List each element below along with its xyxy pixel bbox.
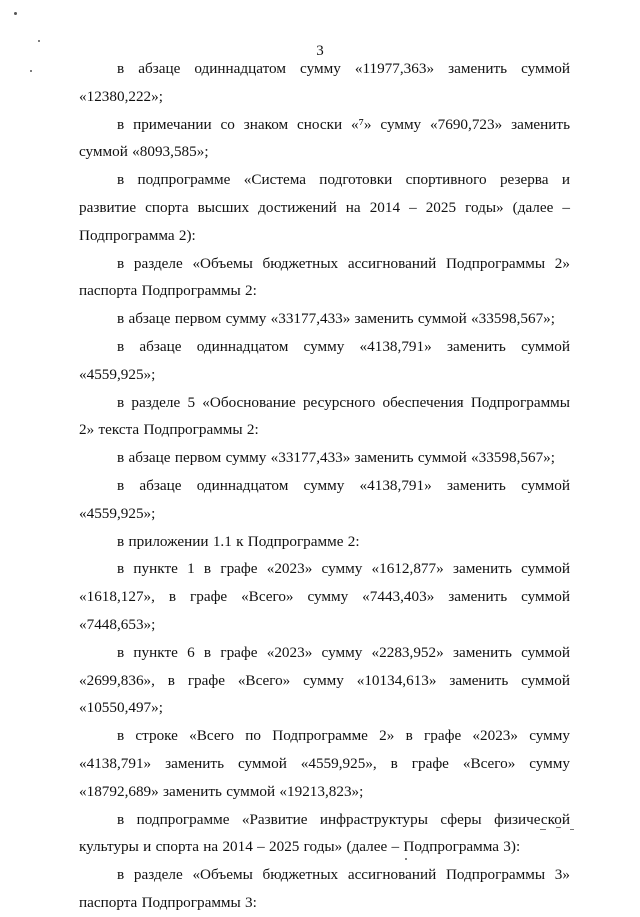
paragraph: в пункте 1 в графе «2023» сумму «1612,877» заменить суммой «1618,127», в графе «Всего» сумму «7443,403» заменить суммой «7448,653»; [79,560,570,633]
scan-speck [14,12,17,15]
paragraph: в абзаце одиннадцатом сумму «4138,791» заменить суммой «4559,925»; [79,476,570,522]
paragraph: в подпрограмме «Система подготовки спортивного резерва и развитие спорта высших достижений на 2014 – 2025 годы» (далее – Подпрограмма 2): [79,171,570,244]
paragraph: в абзаце первом сумму «33177,433» заменить суммой «33598,567»; [117,310,555,328]
paragraph: в пункте 6 в графе «2023» сумму «2283,952» заменить суммой «2699,836», в графе «Всего» сумму «10134,613» заменить суммой «10550,497»; [79,643,570,717]
paragraph: в абзаце одиннадцатом сумму «11977,363» заменить суммой «12380,222»; [79,60,570,105]
paragraph: в разделе «Объемы бюджетных ассигнований Подпрограммы 3» паспорта Подпрограммы 3: [79,866,570,911]
paragraph: в примечании со знаком сноски «⁷» сумму «7690,723» заменить суммой «8093,585»; [79,115,570,161]
paragraph: в приложении 1.1 к Подпрограмме 2: [117,532,360,550]
paragraph: в строке «Всего по Подпрограмме 2» в графе «2023» сумму «4138,791» заменить суммой «4559,925», в графе «Всего» сумму «18792,689» заменить суммой «19213,823»; [79,727,570,800]
paragraph: в абзаце одиннадцатом сумму «4138,791» заменить суммой «4559,925»; [79,337,570,383]
scan-speck [570,829,574,830]
scan-speck [30,70,32,72]
document-body [79,55,570,917]
page-number: 3 [316,43,324,59]
paragraph: в абзаце первом сумму «33177,433» заменить суммой «33598,567»; [117,449,555,467]
paragraph: в разделе «Объемы бюджетных ассигнований Подпрограммы 2» паспорта Подпрограммы 2: [79,254,570,300]
scan-speck [38,40,40,42]
paragraph: в разделе 5 «Обоснование ресурсного обеспечения Подпрограммы 2» текста Подпрограммы 2: [79,393,570,439]
paragraph: в подпрограмме «Развитие инфраструктуры сферы физической культуры и спорта на 2014 – 2025 годы» (далее – Подпрограмма 3): [79,810,570,856]
